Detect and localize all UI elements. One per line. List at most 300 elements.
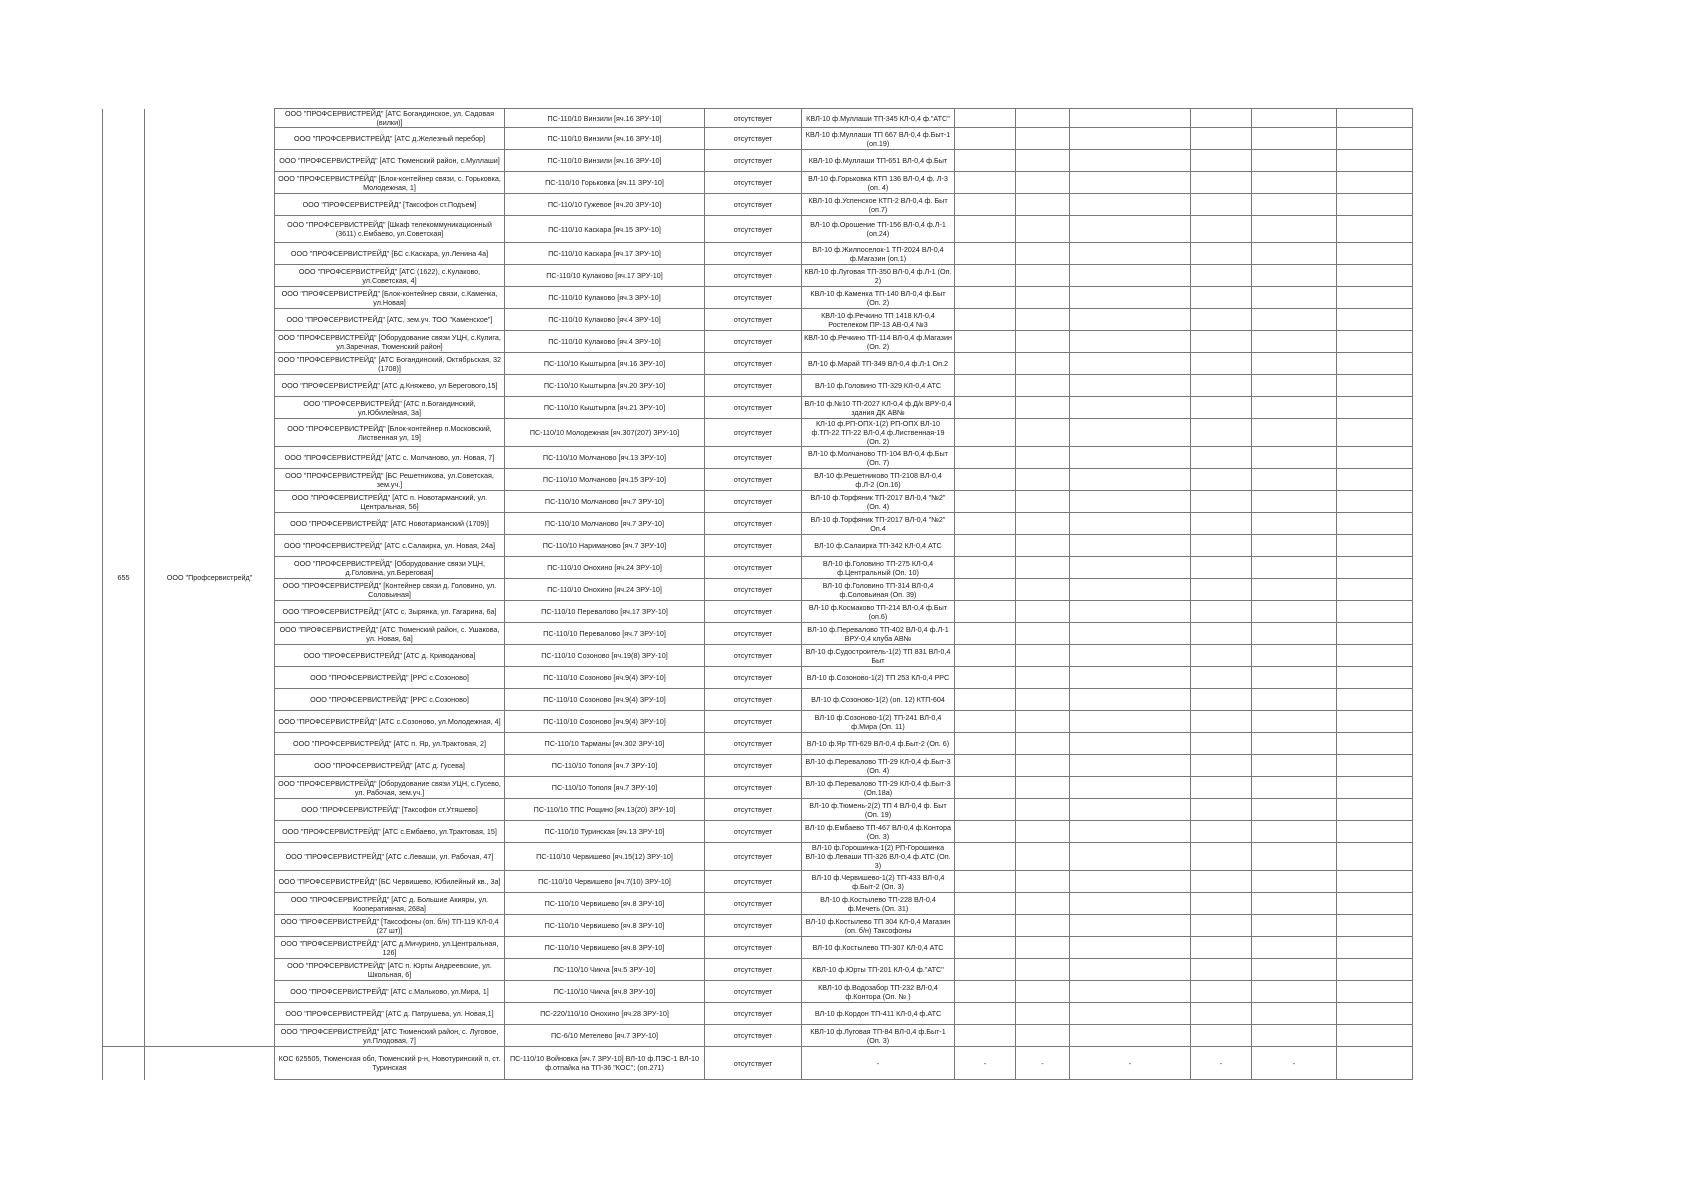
table-row <box>103 1025 1413 1047</box>
empty-cell <box>1070 981 1191 1003</box>
empty-cell <box>1191 711 1252 733</box>
consumer-cell: ООО "ПРОФСЕРВИСТРЕЙД" [АТС с. Зырянка, ул. Гагарина, 6а] <box>275 601 505 623</box>
line-cell: КВЛ-10 ф.Речкино ТП-114 ВЛ-0,4 ф.Магазин (Оп. 2) <box>802 331 955 353</box>
empty-cell <box>1191 491 1252 513</box>
empty-cell <box>1070 915 1191 937</box>
substation-cell: ПС-110/10 Туринская [яч.13 ЗРУ-10] <box>505 821 705 843</box>
table-row <box>103 128 1413 150</box>
empty-cell <box>1337 871 1413 893</box>
line-cell: ВЛ-10 ф.Горошинка-1(2) РП-Горошинка ВЛ-10 ф.Леваши ТП-326 ВЛ-0,4 ф.АТС (Оп. 3) <box>802 843 955 871</box>
status-cell: отсутствует <box>705 491 802 513</box>
status-cell: отсутствует <box>705 689 802 711</box>
table-row <box>103 711 1413 733</box>
empty-cell <box>1337 469 1413 491</box>
empty-cell <box>1016 331 1070 353</box>
table-row <box>103 243 1413 265</box>
consumer-cell: ООО "ПРОФСЕРВИСТРЕЙД" [АТС д. Большие Акияры, ул. Кооперативная, 268а] <box>275 893 505 915</box>
empty-cell <box>1016 535 1070 557</box>
empty-cell <box>955 777 1016 799</box>
substation-cell: ПС-6/10 Метелево [яч.7 ЗРУ-10] <box>505 1025 705 1047</box>
line-cell: КЛ-10 ф.РП-ОПХ-1(2) РП-ОПХ ВЛ-10 ф.ТП-22 ТП-22 ВЛ-0,4 ф.Лиственная-19 (Оп. 2) <box>802 419 955 447</box>
empty-cell <box>1252 331 1337 353</box>
line-cell: ВЛ-10 ф.Перевалово ТП-402 ВЛ-0,4 ф.Л-1 ВРУ-0,4 клуба АВ№ <box>802 623 955 645</box>
substation-cell: ПС-110/10 Каскара [яч.15 ЗРУ-10] <box>505 216 705 243</box>
substation-cell: ПС-110/10 Гужевое [яч.20 ЗРУ-10] <box>505 194 705 216</box>
empty-cell <box>1016 733 1070 755</box>
empty-cell <box>1070 128 1191 150</box>
empty-cell <box>1252 397 1337 419</box>
consumer-cell: ООО "ПРОФСЕРВИСТРЕЙД" [АТС д. Гусева] <box>275 755 505 777</box>
empty-cell <box>1070 469 1191 491</box>
empty-cell <box>1191 309 1252 331</box>
line-cell: ВЛ-10 ф.Торфяник ТП-2017 ВЛ-0,4 "№2" (Оп. 4) <box>802 491 955 513</box>
empty-cell <box>1016 397 1070 419</box>
table-row <box>103 491 1413 513</box>
empty-cell <box>1070 172 1191 194</box>
empty-cell <box>955 109 1016 128</box>
consumer-cell: ООО "ПРОФСЕРВИСТРЕЙД" [АТС д. Патрушева, ул. Новая,1] <box>275 1003 505 1025</box>
table-row <box>103 843 1413 871</box>
empty-cell <box>1070 243 1191 265</box>
empty-cell <box>1191 871 1252 893</box>
empty-cell <box>1016 799 1070 821</box>
table-row <box>103 777 1413 799</box>
empty-cell <box>1337 265 1413 287</box>
empty-cell <box>1070 667 1191 689</box>
substation-cell: ПС-110/10 Червишево [яч.8 ЗРУ-10] <box>505 937 705 959</box>
empty-cell <box>955 645 1016 667</box>
table-row <box>103 645 1413 667</box>
empty-cell <box>1191 535 1252 557</box>
line-cell: ВЛ-10 ф.Перевалово ТП-29 КЛ-0,4 ф.Быт-3 (Оп. 4) <box>802 755 955 777</box>
line-cell: КВЛ-10 ф.Водозабор ТП-232 ВЛ-0,4 ф.Контора (Оп. № ) <box>802 981 955 1003</box>
substation-cell: ПС-110/10 Червишево [яч.8 ЗРУ-10] <box>505 893 705 915</box>
line-cell: КВЛ-10 ф.Луговая ТП-84 ВЛ-0,4 ф.Быт-1 (Оп. 3) <box>802 1025 955 1047</box>
table-row <box>103 871 1413 893</box>
empty-cell <box>955 623 1016 645</box>
empty-cell <box>955 871 1016 893</box>
empty-cell <box>1337 937 1413 959</box>
substation-cell: ПС-110/10 Молчаново [яч.13 ЗРУ-10] <box>505 447 705 469</box>
table-row <box>103 1003 1413 1025</box>
substation-cell: ПС-110/10 Червишево [яч.8 ЗРУ-10] <box>505 915 705 937</box>
line-cell: КВЛ-10 ф.Муллаши ТП-345 КЛ-0,4 ф."АТС" <box>802 109 955 128</box>
empty-cell <box>1337 893 1413 915</box>
status-cell: отсутствует <box>705 419 802 447</box>
line-cell: ВЛ-10 ф.Головино ТП-314 ВЛ-0,4 ф.Соловьиная (Оп. 39) <box>802 579 955 601</box>
consumer-cell: ООО "ПРОФСЕРВИСТРЕЙД" [АТС с.Салаирка, ул. Новая, 24а] <box>275 535 505 557</box>
line-cell: ВЛ-10 ф.Салаирка ТП-342 КЛ-0,4 АТС <box>802 535 955 557</box>
empty-cell <box>1337 755 1413 777</box>
line-cell: ВЛ-10 ф.Яр ТП-629 ВЛ-0,4 ф.Быт-2 (Оп. 6) <box>802 733 955 755</box>
substation-cell: ПС-110/10 Кулаково [яч.4 ЗРУ-10] <box>505 331 705 353</box>
empty-cell <box>1191 1025 1252 1047</box>
empty-cell <box>1191 667 1252 689</box>
status-cell: отсутствует <box>705 194 802 216</box>
empty-cell <box>1252 375 1337 397</box>
empty-cell <box>1337 667 1413 689</box>
table-row <box>103 915 1413 937</box>
empty-cell <box>1016 667 1070 689</box>
empty-cell <box>1016 491 1070 513</box>
table-row <box>103 397 1413 419</box>
empty-cell <box>1016 755 1070 777</box>
empty-cell <box>955 447 1016 469</box>
empty-cell <box>1252 109 1337 128</box>
empty-cell <box>1016 150 1070 172</box>
empty-cell <box>1016 447 1070 469</box>
empty-cell <box>955 216 1016 243</box>
consumer-cell: ООО "ПРОФСЕРВИСТРЕЙД" [Блок-контейнер связи, с. Горьковка, Молодежная, 1] <box>275 172 505 194</box>
consumer-cell: ООО "ПРОФСЕРВИСТРЕЙД" [Таксофон ст.Утяшево] <box>275 799 505 821</box>
empty-cell <box>1016 893 1070 915</box>
consumer-cell: ООО "ПРОФСЕРВИСТРЕЙД" [БС Червишево, Юбилейный кв., 3а] <box>275 871 505 893</box>
empty-cell <box>1016 601 1070 623</box>
table-row <box>103 309 1413 331</box>
substation-cell: ПС-110/10 ТПС Рощино [яч.13(20) ЗРУ-10] <box>505 799 705 821</box>
empty-cell <box>1191 981 1252 1003</box>
status-cell: отсутствует <box>705 601 802 623</box>
group-name-cell-tail <box>145 1047 275 1080</box>
table-row <box>103 331 1413 353</box>
empty-cell <box>1016 689 1070 711</box>
empty-cell <box>1016 469 1070 491</box>
empty-cell <box>955 287 1016 309</box>
substation-cell: ПС-110/10 Тополя [яч.7 ЗРУ-10] <box>505 755 705 777</box>
empty-cell <box>1016 353 1070 375</box>
empty-cell <box>955 331 1016 353</box>
empty-cell <box>1016 937 1070 959</box>
status-cell: отсутствует <box>705 1003 802 1025</box>
empty-cell <box>1337 491 1413 513</box>
empty-cell <box>1191 513 1252 535</box>
line-cell: ВЛ-10 ф.Молчаново ТП-104 ВЛ-0,4 ф.Быт (Оп. 7) <box>802 447 955 469</box>
dash-cell: - <box>1016 1047 1070 1080</box>
empty-cell <box>1252 623 1337 645</box>
empty-cell <box>1070 579 1191 601</box>
empty-cell <box>955 667 1016 689</box>
status-cell: отсутствует <box>705 447 802 469</box>
empty-cell <box>1016 128 1070 150</box>
empty-cell <box>955 491 1016 513</box>
empty-cell <box>1070 535 1191 557</box>
consumer-cell: ООО "ПРОФСЕРВИСТРЕЙД" [Таксофон ст.Подъем] <box>275 194 505 216</box>
consumer-cell: ООО "ПРОФСЕРВИСТРЕЙД" [АТС д. Криводанова] <box>275 645 505 667</box>
empty-cell <box>1016 821 1070 843</box>
consumer-cell: ООО "ПРОФСЕРВИСТРЕЙД" [Контейнер связи д. Головино, ул. Соловьиная] <box>275 579 505 601</box>
line-cell: ВЛ-10 ф.Торфяник ТП-2017 ВЛ-0,4 "№2" Оп.4 <box>802 513 955 535</box>
empty-cell <box>1016 959 1070 981</box>
consumer-cell: ООО "ПРОФСЕРВИСТРЕЙД" [АТС Тюменский район, с.Муллаши] <box>275 150 505 172</box>
status-cell: отсутствует <box>705 1025 802 1047</box>
substation-cell: ПС-110/10 Винзили [яч.16 ЗРУ-10] <box>505 128 705 150</box>
empty-cell <box>1070 601 1191 623</box>
empty-cell <box>1191 194 1252 216</box>
consumer-cell: ООО "ПРОФСЕРВИСТРЕЙД" [АТС Новотарманский (1709)] <box>275 513 505 535</box>
empty-cell <box>955 243 1016 265</box>
empty-cell <box>1252 194 1337 216</box>
status-cell: отсутствует <box>705 557 802 579</box>
table-row-final <box>103 1047 1413 1080</box>
consumer-cell: ООО "ПРОФСЕРВИСТРЕЙД" [АТС Тюменский район, с. Ушакова, ул. Новая, 6а] <box>275 623 505 645</box>
empty-cell <box>955 150 1016 172</box>
consumer-cell: ООО "ПРОФСЕРВИСТРЕЙД" [БС Решетникова, ул.Советская, зем.уч.] <box>275 469 505 491</box>
empty-cell <box>1016 1003 1070 1025</box>
substation-cell: ПС-110/10 Горьковка [яч.11 ЗРУ-10] <box>505 172 705 194</box>
empty-cell <box>1252 799 1337 821</box>
empty-cell <box>955 601 1016 623</box>
table-row <box>103 447 1413 469</box>
line-cell: ВЛ-10 ф.Тюмень-2(2) ТП 4 ВЛ-0,4 ф. Быт (Оп. 19) <box>802 799 955 821</box>
line-cell: ВЛ-10 ф.Костылево ТП-307 КЛ-0,4 АТС <box>802 937 955 959</box>
substation-cell: ПС-110/10 Созоново [яч.19(8) ЗРУ-10] <box>505 645 705 667</box>
empty-cell <box>1337 243 1413 265</box>
empty-cell <box>1337 375 1413 397</box>
consumer-cell: ООО "ПРОФСЕРВИСТРЕЙД" [АТС, зем.уч. ТОО "Каменское"] <box>275 309 505 331</box>
substation-cell: ПС-110/10 Тарманы [яч.302 ЗРУ-10] <box>505 733 705 755</box>
consumer-cell: ООО "ПРОФСЕРВИСТРЕЙД" [АТС с.Созоново, ул.Молодежная, 4] <box>275 711 505 733</box>
empty-cell <box>1191 689 1252 711</box>
empty-cell <box>1337 799 1413 821</box>
empty-cell <box>1191 109 1252 128</box>
empty-cell <box>1252 871 1337 893</box>
empty-cell <box>1191 150 1252 172</box>
empty-cell <box>1016 172 1070 194</box>
empty-cell <box>1337 397 1413 419</box>
line-cell: ВЛ-10 ф.Созоново-1(2) (оп. 12) КТП-604 <box>802 689 955 711</box>
consumer-cell: ООО "ПРОФСЕРВИСТРЕЙД" [АТС п. Юрты Андреевские, ул. Школьная, 6] <box>275 959 505 981</box>
status-cell: отсутствует <box>705 755 802 777</box>
empty-cell <box>955 689 1016 711</box>
status-cell: отсутствует <box>705 1047 802 1080</box>
consumer-cell: ООО "ПРОФСЕРВИСТРЕЙД" [Блок-контейнер п.Московский, Лиственная ул, 19] <box>275 419 505 447</box>
empty-cell <box>955 843 1016 871</box>
empty-cell <box>1016 981 1070 1003</box>
empty-cell <box>955 265 1016 287</box>
empty-cell <box>1191 172 1252 194</box>
empty-cell <box>1016 375 1070 397</box>
line-cell: КВЛ-10 ф.Успенское КТП-2 ВЛ-0,4 ф. Быт (оп.7) <box>802 194 955 216</box>
empty-cell <box>1337 287 1413 309</box>
empty-cell <box>955 469 1016 491</box>
empty-cell <box>1252 689 1337 711</box>
empty-cell <box>1337 419 1413 447</box>
line-cell: ВЛ-10 ф.Жилпоселок-1 ТП-2024 ВЛ-0,4 ф.Магазин (оп.1) <box>802 243 955 265</box>
table-row <box>103 981 1413 1003</box>
empty-cell <box>955 981 1016 1003</box>
group-name-cell: ООО "Профсервистрейд" <box>145 109 275 1047</box>
line-cell: ВЛ-10 ф.Решетниково ТП-2108 ВЛ-0,4 ф.Л-2 (Оп.16) <box>802 469 955 491</box>
empty-cell <box>955 309 1016 331</box>
substation-cell: ПС-110/10 Созоново [яч.9(4) ЗРУ-10] <box>505 689 705 711</box>
empty-cell <box>1016 579 1070 601</box>
substation-cell: ПС-110/10 Войновка [яч.7 ЗРУ-10] ВЛ-10 ф.ПЭС-1 ВЛ-10 ф.отпайка на ТП-36 "КОС"; (оп.271) <box>505 1047 705 1080</box>
substation-cell: ПС-110/10 Молчаново [яч.7 ЗРУ-10] <box>505 513 705 535</box>
empty-cell <box>1252 821 1337 843</box>
empty-cell <box>1252 915 1337 937</box>
line-cell: ВЛ-10 ф.Созоново-1(2) ТП 253 КЛ-0,4 РРС <box>802 667 955 689</box>
substation-cell: ПС-110/10 Кыштырла [яч.21 ЗРУ-10] <box>505 397 705 419</box>
empty-cell <box>955 397 1016 419</box>
consumer-cell: ООО "ПРОФСЕРВИСТРЕЙД" [АТС с.Леваши, ул. Рабочая, 47] <box>275 843 505 871</box>
substation-cell: ПС-110/10 Винзили [яч.16 ЗРУ-10] <box>505 109 705 128</box>
empty-cell <box>955 937 1016 959</box>
line-cell: ВЛ-10 ф.Созоново-1(2) ТП-241 ВЛ-0,4 ф.Мира (Оп. 11) <box>802 711 955 733</box>
consumer-cell: КОС 625505, Тюменская обл, Тюменский р-н, Новотуринский п, ст. Туринская <box>275 1047 505 1080</box>
substation-cell: ПС-110/10 Винзили [яч.16 ЗРУ-10] <box>505 150 705 172</box>
empty-cell <box>1016 265 1070 287</box>
status-cell: отсутствует <box>705 915 802 937</box>
status-cell: отсутствует <box>705 799 802 821</box>
empty-cell <box>1337 733 1413 755</box>
status-cell: отсутствует <box>705 265 802 287</box>
empty-cell <box>1016 194 1070 216</box>
empty-cell <box>1337 981 1413 1003</box>
status-cell: отсутствует <box>705 172 802 194</box>
status-cell: отсутствует <box>705 777 802 799</box>
empty-cell <box>1252 755 1337 777</box>
empty-cell <box>1252 128 1337 150</box>
status-cell: отсутствует <box>705 959 802 981</box>
substation-cell: ПС-110/10 Онохино [яч.24 ЗРУ-10] <box>505 579 705 601</box>
empty-cell <box>955 419 1016 447</box>
table-row <box>103 469 1413 491</box>
empty-cell <box>1016 243 1070 265</box>
empty-cell <box>1252 711 1337 733</box>
empty-cell <box>1252 843 1337 871</box>
line-cell: - <box>802 1047 955 1080</box>
consumer-cell: ООО "ПРОФСЕРВИСТРЕЙД" [АТС с.Ембаево, ул.Трактовая, 15] <box>275 821 505 843</box>
empty-cell <box>1191 375 1252 397</box>
empty-cell <box>1337 172 1413 194</box>
status-cell: отсутствует <box>705 645 802 667</box>
empty-cell <box>1191 893 1252 915</box>
empty-cell <box>1016 915 1070 937</box>
empty-cell <box>1337 194 1413 216</box>
empty-cell <box>1016 419 1070 447</box>
empty-cell <box>1252 243 1337 265</box>
line-cell: ВЛ-10 ф.Ембаево ТП-467 ВЛ-0,4 ф.Контора (Оп. 3) <box>802 821 955 843</box>
empty-cell <box>955 821 1016 843</box>
substation-cell: ПС-110/10 Кулаково [яч.17 ЗРУ-10] <box>505 265 705 287</box>
empty-cell <box>1337 689 1413 711</box>
empty-cell <box>1016 777 1070 799</box>
consumer-cell: ООО "ПРОФСЕРВИСТРЕЙД" [АТС Богандинский, Октябрьская, 32 (1708)] <box>275 353 505 375</box>
empty-cell <box>1016 513 1070 535</box>
empty-cell <box>1252 309 1337 331</box>
line-cell: ВЛ-10 ф.Костылево ТП 304 КЛ-0,4 Магазин (оп. б/н) Таксофоны <box>802 915 955 937</box>
status-cell: отсутствует <box>705 309 802 331</box>
table-row <box>103 535 1413 557</box>
empty-cell <box>1252 287 1337 309</box>
consumer-cell: ООО "ПРОФСЕРВИСТРЕЙД" [АТС Богандинское, ул. Садовая (вилки)] <box>275 109 505 128</box>
empty-cell <box>1252 447 1337 469</box>
empty-cell <box>1016 645 1070 667</box>
empty-cell <box>1252 601 1337 623</box>
consumer-cell: ООО "ПРОФСЕРВИСТРЕЙД" [Оборудование связи УЦН, с.Кулига, ул.Заречная, Тюменский район] <box>275 331 505 353</box>
status-cell: отсутствует <box>705 871 802 893</box>
empty-cell <box>1252 265 1337 287</box>
consumer-cell: ООО "ПРОФСЕРВИСТРЕЙД" [Оборудование связи УЦН, д.Головина, ул.Береговая] <box>275 557 505 579</box>
line-cell: КВЛ-10 ф.Муллаши ТП 667 ВЛ-0,4 ф.Быт-1 (оп.19) <box>802 128 955 150</box>
line-cell: ВЛ-10 ф.Головино ТП-329 КЛ-0,4 АТС <box>802 375 955 397</box>
empty-cell <box>1337 150 1413 172</box>
empty-cell <box>1070 491 1191 513</box>
consumer-cell: ООО "ПРОФСЕРВИСТРЕЙД" [АТС д.Княжево, ул Берегового,15] <box>275 375 505 397</box>
empty-cell <box>1252 733 1337 755</box>
substation-cell: ПС-110/10 Созоново [яч.9(4) ЗРУ-10] <box>505 667 705 689</box>
empty-cell <box>1191 777 1252 799</box>
empty-cell <box>1070 623 1191 645</box>
status-cell: отсутствует <box>705 893 802 915</box>
empty-cell <box>1191 1003 1252 1025</box>
status-cell: отсутствует <box>705 711 802 733</box>
line-cell: ВЛ-10 ф.Головино ТП-275 КЛ-0,4 ф.Центральный (Оп. 10) <box>802 557 955 579</box>
line-cell: ВЛ-10 ф.Костылево ТП-228 ВЛ-0,4 ф.Мечеть (Оп. 31) <box>802 893 955 915</box>
empty-cell <box>955 755 1016 777</box>
empty-cell <box>1070 871 1191 893</box>
empty-cell <box>1191 937 1252 959</box>
empty-cell <box>1252 419 1337 447</box>
empty-cell <box>1070 777 1191 799</box>
table-body <box>103 109 1413 1080</box>
substation-cell: ПС-110/10 Созоново [яч.9(4) ЗРУ-10] <box>505 711 705 733</box>
empty-cell <box>1070 959 1191 981</box>
empty-cell <box>1191 755 1252 777</box>
empty-cell <box>1252 667 1337 689</box>
empty-cell <box>1070 711 1191 733</box>
empty-cell <box>1191 601 1252 623</box>
empty-cell <box>1337 601 1413 623</box>
group-number-cell: 655 <box>103 109 145 1047</box>
empty-cell <box>1337 777 1413 799</box>
table-row <box>103 755 1413 777</box>
line-cell: ВЛ-10 ф.№10 ТП-2027 КЛ-0,4 ф.Д/к ВРУ-0,4 здания ДК АВ№ <box>802 397 955 419</box>
line-cell: ВЛ-10 ф.Космаково ТП-214 ВЛ-0,4 ф.Быт (оп.6) <box>802 601 955 623</box>
empty-cell <box>1191 397 1252 419</box>
empty-cell <box>1337 353 1413 375</box>
table-row <box>103 419 1413 447</box>
substation-cell: ПС-110/10 Кыштырла [яч.16 ЗРУ-10] <box>505 353 705 375</box>
status-cell: отсутствует <box>705 353 802 375</box>
substation-cell: ПС-110/10 Молодежная [яч.307(207) ЗРУ-10] <box>505 419 705 447</box>
empty-cell <box>1070 1025 1191 1047</box>
empty-cell <box>955 579 1016 601</box>
empty-cell <box>955 353 1016 375</box>
empty-cell <box>1252 893 1337 915</box>
table-row <box>103 733 1413 755</box>
empty-cell <box>955 799 1016 821</box>
empty-cell <box>1191 623 1252 645</box>
substation-cell: ПС-110/10 Молчаново [яч.15 ЗРУ-10] <box>505 469 705 491</box>
line-cell: ВЛ-10 ф.Марай ТП-349 ВЛ-0,4 ф.Л-1 Оп.2 <box>802 353 955 375</box>
empty-cell <box>1070 375 1191 397</box>
empty-cell <box>1252 645 1337 667</box>
empty-cell <box>1191 959 1252 981</box>
table-row <box>103 667 1413 689</box>
empty-cell <box>955 711 1016 733</box>
substation-cell: ПС-220/110/10 Онохино [яч.28 ЗРУ-10] <box>505 1003 705 1025</box>
empty-cell <box>1070 821 1191 843</box>
line-cell: ВЛ-10 ф.Червишево-1(2) ТП-433 ВЛ-0,4 ф.Быт-2 (Оп. 3) <box>802 871 955 893</box>
table-row <box>103 216 1413 243</box>
empty-cell <box>1016 109 1070 128</box>
line-cell: ВЛ-10 ф.Орошение ТП-156 ВЛ-0,4 ф.Л-1 (оп.24) <box>802 216 955 243</box>
consumer-cell: ООО "ПРОФСЕРВИСТРЕЙД" [РРС с.Созоново] <box>275 667 505 689</box>
substation-cell: ПС-110/10 Чикча [яч.5 ЗРУ-10] <box>505 959 705 981</box>
empty-cell <box>1337 557 1413 579</box>
empty-cell <box>955 557 1016 579</box>
